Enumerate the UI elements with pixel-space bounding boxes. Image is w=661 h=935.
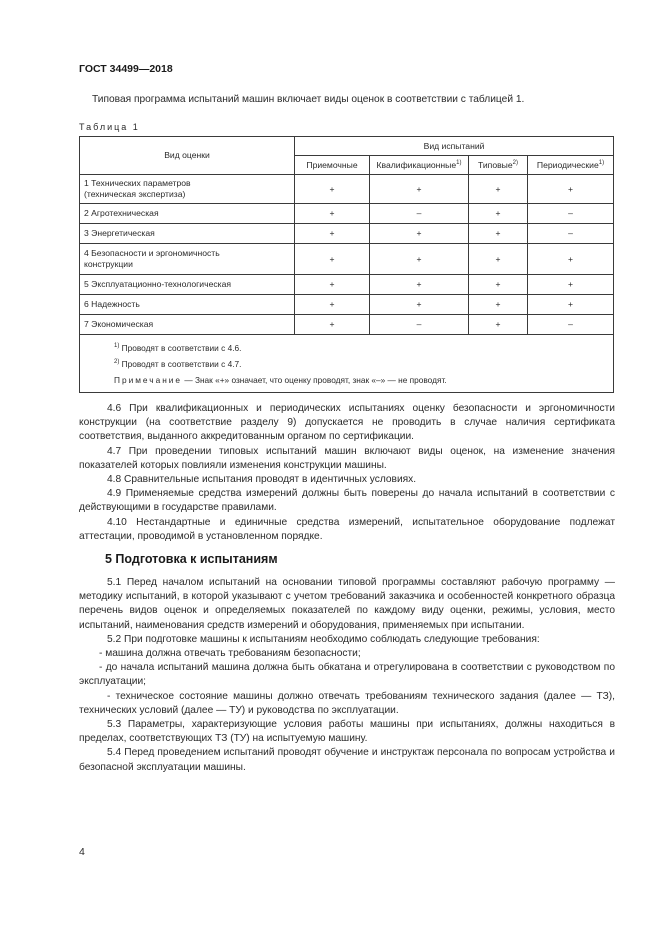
paragraph-4-7: 4.7 При проведении типовых испытаний машин включают виды оценок, на изменение значения показателей которых повлияли изменения конструкции машины.	[79, 445, 615, 471]
table-cell: +	[370, 275, 469, 295]
paragraph-4-6: 4.6 При квалификационных и периодических испытаниях оценку безопасности и эргономичности конструкции (на соответствие разделу 9) допускается не проводить в случае наличия сертификата соответствия, выданного аккредитованным органом по сертификации.	[79, 403, 615, 443]
row-label: 3 Энергетическая	[80, 224, 295, 244]
table-cell: +	[469, 275, 528, 295]
row-label: 6 Надежность	[80, 295, 295, 315]
table-cell: –	[528, 315, 614, 335]
table-row	[80, 175, 614, 204]
table-note: Примечание — Знак «+» означает, что оценку проводят, знак «–» — не проводят.	[114, 375, 447, 385]
col-header-type: Типовые$^{2)}$	[469, 156, 528, 175]
table-cell: +	[469, 244, 528, 275]
row-label: 5 Эксплуатационно-технологическая	[80, 275, 295, 295]
table-cell: +	[528, 175, 614, 204]
table-cell: +	[370, 175, 469, 204]
col-header-acceptance: Приемочные	[295, 156, 370, 175]
paragraph-4-8: 4.8 Сравнительные испытания проводят в идентичных условиях.	[107, 474, 417, 486]
paragraph-5-3: 5.3 Параметры, характеризующие условия работы машины при испытаниях, должны находиться в пределах, соответствующих ТЗ (ТУ) на испытуемую машину.	[79, 719, 615, 745]
paragraph-5-2: 5.2 При подготовке машины к испытаниям необходимо соблюдать следующие требования:	[107, 633, 540, 645]
section-4-text	[79, 402, 615, 544]
footnote-1: $^{1)}$ Проводят в соответствии с 4.6.	[114, 343, 242, 353]
row-label: 1 Технических параметров (техническая экспертиза)	[80, 175, 295, 204]
table-row	[80, 315, 614, 335]
paragraph-4-10: 4.10 Нестандартные и единичные средства измерений, испытательное оборудование подлежат аттестации, проводимой в установленном порядке.	[79, 516, 615, 542]
paragraph-5-1: 5.1 Перед началом испытаний на основании типовой программы составляют рабочую программу — методику испытаний, в которой указывают с учетом требований заказчика и особенностей конкретного образца перечень видов оценок и определяемых показателей по каждому виду оценки, режимы, условия, место испытаний, наименования средств измерений и оборудования, применяемых при испытании.	[79, 577, 615, 631]
table-cell: +	[295, 244, 370, 275]
table-row	[80, 295, 614, 315]
table-row	[80, 224, 614, 244]
table-cell: +	[469, 204, 528, 224]
table-cell: –	[528, 204, 614, 224]
col-group-header: Вид испытаний	[295, 137, 614, 156]
table-cell: +	[469, 175, 528, 204]
list-item: - машина должна отвечать требованиям безопасности;	[99, 648, 361, 660]
table-cell: –	[528, 224, 614, 244]
table-caption: Таблица 1	[79, 122, 140, 132]
table-row	[80, 275, 614, 295]
table-notes	[80, 335, 614, 393]
table-cell: +	[295, 175, 370, 204]
section-5-title: 5 Подготовка к испытаниям	[105, 552, 278, 566]
table-cell: +	[370, 295, 469, 315]
table-cell: +	[469, 315, 528, 335]
page-number: 4	[79, 846, 85, 858]
list-item: - до начала испытаний машина должна быть обкатана и отрегулирована в соответствии с руководством по эксплуатации;	[79, 662, 615, 688]
table-cell: +	[295, 315, 370, 335]
table-cell: +	[295, 295, 370, 315]
table-cell: +	[295, 224, 370, 244]
row-label: 4 Безопасности и эргономичность конструкции	[80, 244, 295, 275]
col-header-periodic: Периодические$^{1)}$	[528, 156, 614, 175]
table-cell: +	[370, 244, 469, 275]
paragraph-5-4: 5.4 Перед проведением испытаний проводят обучение и инструктаж персонала по вопросам устройства и безопасной эксплуатации машины.	[79, 747, 615, 773]
table-cell: +	[295, 275, 370, 295]
table-row	[80, 244, 614, 275]
paragraph-4-9: 4.9 Применяемые средства измерений должны быть поверены до начала испытаний в соответствии с действующими в государстве правилами.	[79, 488, 615, 514]
table-row	[80, 204, 614, 224]
table-cell: +	[528, 275, 614, 295]
table-cell: +	[469, 295, 528, 315]
row-label: 2 Агротехническая	[80, 204, 295, 224]
section-5-text	[79, 576, 615, 775]
table-cell: +	[528, 244, 614, 275]
document-header: ГОСТ 34499—2018	[79, 63, 173, 75]
table-cell: +	[469, 224, 528, 244]
table-cell: +	[295, 204, 370, 224]
col-header-qualification: Квалификационные$^{1)}$	[370, 156, 469, 175]
list-item: - техническое состояние машины должно отвечать требованиям технического задания (далее — ТЗ), технических условий (далее — ТУ) и руководства по эксплуатации.	[79, 690, 615, 716]
footnote-2: $^{2)}$ Проводят в соответствии с 4.7.	[114, 359, 242, 369]
row-header-cell: Вид оценки	[80, 137, 295, 175]
row-label: 7 Экономическая	[80, 315, 295, 335]
table-cell: +	[370, 224, 469, 244]
assessment-table	[79, 136, 614, 393]
table-cell: –	[370, 315, 469, 335]
intro-paragraph: Типовая программа испытаний машин включает виды оценок в соответствии с таблицей 1.	[92, 94, 525, 105]
table-cell: –	[370, 204, 469, 224]
table-cell: +	[528, 295, 614, 315]
